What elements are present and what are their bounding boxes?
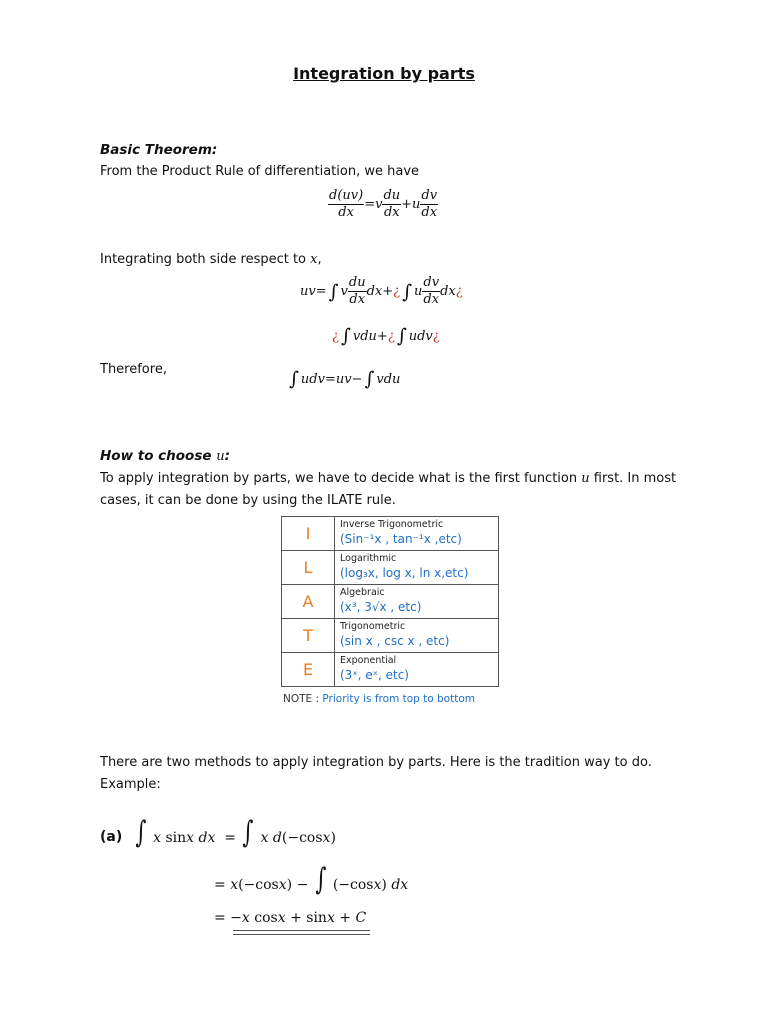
ilate-row <box>282 585 499 619</box>
ilate-category: Inverse Trigonometric <box>340 519 444 530</box>
example-line-1: ∫ x sinx dx = ∫ x d(−cosx) <box>135 815 336 850</box>
ilate-table <box>281 516 499 687</box>
methods-text: There are two methods to apply integration by parts. Here is the tradition way to do. <box>100 755 652 770</box>
page-title: Integration by parts <box>293 64 475 83</box>
ilate-category: Logarithmic <box>340 553 397 564</box>
ilate-letter: A <box>282 585 335 619</box>
ilate-examples: (3ˣ, eˣ, etc) <box>340 668 409 682</box>
integrated-equation: uv= ∫ v $\frac{du}{dx}$ dx+ ¿ ∫ u $\frac{dv}{dx}$ dx ¿ <box>300 275 463 307</box>
ilate-letter: L <box>282 551 335 585</box>
product-rule-equation: $\frac{d(uv)}{dx}$ =v $\frac{du}{dx}$ +u $\frac{dv}{dx}$ <box>329 188 438 220</box>
integrating-text: Integrating both side respect to x, <box>100 252 322 267</box>
ilate-letter: E <box>282 653 335 687</box>
ilate-category: Exponential <box>340 655 397 666</box>
answer-underline <box>233 930 370 935</box>
ilate-examples: (Sin⁻¹x , tan⁻¹x ,etc) <box>340 532 462 546</box>
ilate-note: NOTE : Priority is from top to bottom <box>283 693 475 705</box>
ilate-row <box>282 517 499 551</box>
example-line-3: = −x cosx + sinx + C <box>214 910 367 926</box>
ilate-examples: (sin x , csc x , etc) <box>340 634 450 648</box>
ilate-letter: T <box>282 619 335 653</box>
example-label: Example: <box>100 777 161 792</box>
therefore-text: Therefore, <box>100 362 167 377</box>
ilate-category: Algebraic <box>340 587 385 598</box>
choose-paragraph-line1: To apply integration by parts, we have to decide what is the first function u first. In most <box>100 471 677 486</box>
ilate-category: Trigonometric <box>340 621 406 632</box>
ilate-row <box>282 653 499 687</box>
how-to-choose-heading: How to choose u: <box>100 448 231 464</box>
basic-theorem-heading: Basic Theorem: <box>100 142 218 158</box>
ilate-examples: (x³, 3√x , etc) <box>340 600 422 614</box>
product-rule-intro: From the Product Rule of differentiation, we have <box>100 164 420 179</box>
ilate-examples: (log₃x, log x, ln x,etc) <box>340 566 469 580</box>
example-line-2: = x(−cosx) − ∫ (−cosx) dx <box>214 862 409 897</box>
example-a-label: (a) <box>100 829 123 845</box>
ilate-letter: I <box>282 517 335 551</box>
ilate-row <box>282 551 499 585</box>
simplified-equation: ¿ ∫ vdu+ ¿ ∫ udv ¿ <box>332 325 440 347</box>
choose-paragraph-line2: cases, it can be done by using the ILATE rule. <box>100 493 396 508</box>
parts-formula: ∫ udv=uv− ∫ vdu <box>289 368 401 390</box>
ilate-row <box>282 619 499 653</box>
